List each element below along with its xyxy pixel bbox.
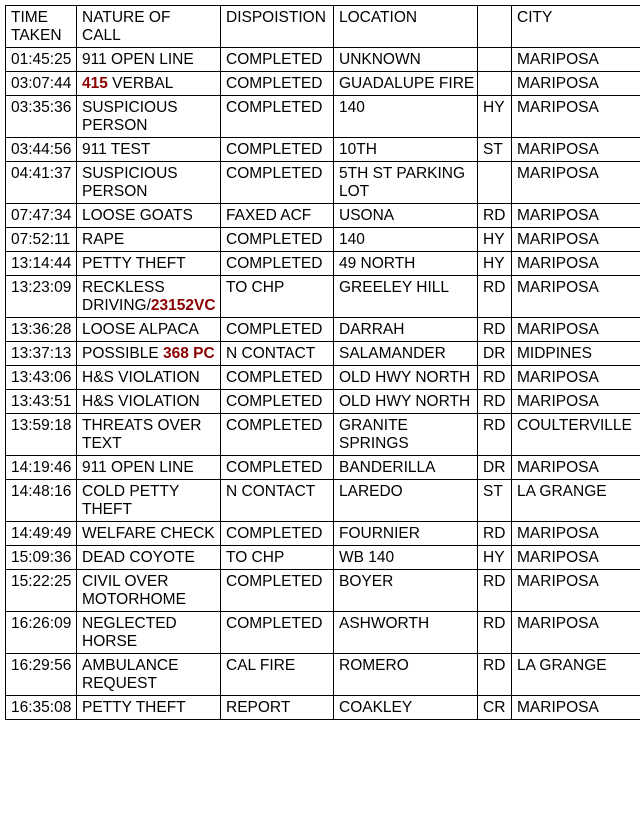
location-cell [334,366,478,390]
table-row [6,162,640,204]
time-taken-cell: 14:19:46 [6,456,77,480]
nature-of-call-cell-line: H&S VIOLATION [82,393,200,410]
time-taken-cell: 14:49:49 [6,522,77,546]
location-cell-line: COAKLEY [339,699,413,716]
city-cell: MARIPOSA [512,318,640,342]
nature-of-call-cell-line: SUSPICIOUS [82,165,178,182]
location-cell-line: GRANITE [339,417,408,434]
nature-of-call-cell [77,276,221,318]
header-nature-line-1: NATURE OF [82,9,171,26]
location-cell-line: SPRINGS [339,435,409,452]
street-suffix-cell: ST [478,138,512,162]
nature-of-call-cell [77,546,221,570]
disposition-cell: COMPLETED [221,366,334,390]
disposition-cell: COMPLETED [221,612,334,654]
street-suffix-cell [478,48,512,72]
header-nature-of-call [77,6,221,48]
nature-of-call-cell [77,228,221,252]
disposition-cell: N CONTACT [221,342,334,366]
location-cell [334,318,478,342]
location-cell [334,522,478,546]
disposition-cell: TO CHP [221,546,334,570]
location-cell-line: 10TH [339,141,377,158]
header-row [6,6,640,48]
city-cell: MARIPOSA [512,366,640,390]
table-row [6,72,640,96]
nature-of-call-cell-line: PERSON [82,183,148,200]
nature-of-call-cell-line: PETTY THEFT [82,255,186,272]
location-cell [334,252,478,276]
nature-of-call-cell [77,390,221,414]
table-row [6,390,640,414]
nature-of-call-cell-line: RECKLESS [82,279,165,296]
location-cell [334,414,478,456]
city-cell: MARIPOSA [512,96,640,138]
disposition-cell: COMPLETED [221,414,334,456]
nature-of-call-cell [77,612,221,654]
disposition-cell: COMPLETED [221,162,334,204]
nature-of-call-cell-line: THEFT [82,501,132,518]
location-cell-line: ASHWORTH [339,615,430,632]
header-street-suffix [478,6,512,48]
nature-of-call-cell [77,204,221,228]
nature-of-call-cell-line: 911 TEST [82,141,151,158]
table-row [6,228,640,252]
street-suffix-cell [478,72,512,96]
code-highlight: 23152VC [150,297,216,314]
time-taken-cell: 04:41:37 [6,162,77,204]
code-highlight: 368 PC [162,345,215,362]
nature-of-call-cell-line: PERSON [82,117,148,134]
location-cell [334,342,478,366]
nature-of-call-cell-line: H&S VIOLATION [82,369,200,386]
location-cell-line: GREELEY HILL [339,279,449,296]
nature-of-call-cell [77,414,221,456]
location-cell-line: BANDERILLA [339,459,436,476]
nature-of-call-cell-line: NEGLECTED [82,615,177,632]
call-log-table [5,5,640,720]
street-suffix-cell: RD [478,204,512,228]
time-taken-cell: 03:44:56 [6,138,77,162]
disposition-cell: CAL FIRE [221,654,334,696]
location-cell-line: 140 [339,231,365,248]
nature-of-call-cell-segment: VERBAL [107,75,174,92]
nature-of-call-cell [77,522,221,546]
city-cell: LA GRANGE [512,480,640,522]
table-row [6,276,640,318]
nature-of-call-cell-line: LOOSE ALPACA [82,321,199,338]
street-suffix-cell: HY [478,546,512,570]
city-cell: MARIPOSA [512,72,640,96]
location-cell-line: LAREDO [339,483,403,500]
city-cell: MARIPOSA [512,162,640,204]
nature-of-call-cell [77,366,221,390]
city-cell: MARIPOSA [512,276,640,318]
nature-of-call-cell-line: 911 OPEN LINE [82,51,194,68]
header-time-line-2: TAKEN [11,27,62,44]
street-suffix-cell [478,162,512,204]
code-highlight: 415 [82,75,108,92]
city-cell: MARIPOSA [512,546,640,570]
nature-of-call-cell [77,72,221,96]
disposition-cell: COMPLETED [221,318,334,342]
location-cell [334,456,478,480]
disposition-cell: REPORT [221,696,334,720]
location-cell-line: OLD HWY NORTH [339,369,471,386]
table-row [6,252,640,276]
street-suffix-cell: RD [478,522,512,546]
city-cell: MARIPOSA [512,570,640,612]
table-row [6,570,640,612]
location-cell-line: DARRAH [339,321,405,338]
city-cell: LA GRANGE [512,654,640,696]
location-cell [334,204,478,228]
time-taken-cell: 16:29:56 [6,654,77,696]
table-body [6,48,640,720]
disposition-cell: COMPLETED [221,72,334,96]
city-cell: MARIPOSA [512,696,640,720]
city-cell: MARIPOSA [512,252,640,276]
city-cell: MARIPOSA [512,138,640,162]
call-log [5,5,640,720]
street-suffix-cell: RD [478,276,512,318]
street-suffix-cell: HY [478,252,512,276]
nature-of-call-cell-line: TEXT [82,435,122,452]
location-cell [334,546,478,570]
location-cell [334,390,478,414]
nature-of-call-cell [77,456,221,480]
time-taken-cell: 03:35:36 [6,96,77,138]
location-cell-line: USONA [339,207,395,224]
location-cell [334,228,478,252]
table-row [6,96,640,138]
disposition-cell: COMPLETED [221,390,334,414]
time-taken-cell: 13:14:44 [6,252,77,276]
location-cell [334,162,478,204]
time-taken-cell: 16:35:08 [6,696,77,720]
location-cell-line: LOT [339,183,370,200]
header-time-taken [6,6,77,48]
nature-of-call-cell-line: AMBULANCE [82,657,179,674]
location-cell-line: WB 140 [339,549,395,566]
disposition-cell: N CONTACT [221,480,334,522]
disposition-cell: COMPLETED [221,252,334,276]
city-cell: MARIPOSA [512,204,640,228]
street-suffix-cell: RD [478,414,512,456]
disposition-cell: COMPLETED [221,138,334,162]
street-suffix-cell: RD [478,366,512,390]
nature-of-call-cell [77,138,221,162]
nature-of-call-cell-line: LOOSE GOATS [82,207,193,224]
time-taken-cell: 13:37:13 [6,342,77,366]
table-row [6,318,640,342]
table-row [6,138,640,162]
location-cell [334,96,478,138]
table-row [6,480,640,522]
header-city: CITY [512,6,640,48]
time-taken-cell: 13:43:06 [6,366,77,390]
header-nature-line-2: CALL [82,27,121,44]
time-taken-cell: 13:59:18 [6,414,77,456]
location-cell-line: UNKNOWN [339,51,421,68]
header-location: LOCATION [334,6,478,48]
city-cell: MARIPOSA [512,612,640,654]
location-cell [334,480,478,522]
city-cell: MIDPINES [512,342,640,366]
location-cell-line: 140 [339,99,365,116]
location-cell [334,654,478,696]
street-suffix-cell: RD [478,570,512,612]
time-taken-cell: 13:36:28 [6,318,77,342]
location-cell [334,72,478,96]
location-cell-line: FOURNIER [339,525,420,542]
nature-of-call-cell-line: 911 OPEN LINE [82,459,194,476]
disposition-cell: COMPLETED [221,570,334,612]
time-taken-cell: 15:09:36 [6,546,77,570]
location-cell [334,612,478,654]
street-suffix-cell: RD [478,654,512,696]
nature-of-call-cell-line: WELFARE CHECK [82,525,215,542]
table-row [6,366,640,390]
street-suffix-cell: HY [478,96,512,138]
nature-of-call-cell-line: CIVIL OVER [82,573,169,590]
nature-of-call-cell-line: RAPE [82,231,125,248]
table-row [6,522,640,546]
location-cell-line: 49 NORTH [339,255,416,272]
location-cell [334,570,478,612]
table-row [6,612,640,654]
disposition-cell: COMPLETED [221,48,334,72]
nature-of-call-cell-line: PETTY THEFT [82,699,186,716]
header-disposition: DISPOISTION [221,6,334,48]
nature-of-call-cell [77,96,221,138]
location-cell-line: SALAMANDER [339,345,446,362]
table-row [6,48,640,72]
disposition-cell: COMPLETED [221,228,334,252]
table-row [6,414,640,456]
city-cell: MARIPOSA [512,456,640,480]
nature-of-call-cell [77,480,221,522]
nature-of-call-cell [77,696,221,720]
location-cell [334,696,478,720]
nature-of-call-cell [77,48,221,72]
table-header [6,6,640,48]
disposition-cell: COMPLETED [221,456,334,480]
nature-of-call-cell-line: MOTORHOME [82,591,186,608]
table-row [6,456,640,480]
street-suffix-cell: RD [478,318,512,342]
street-suffix-cell: ST [478,480,512,522]
table-row [6,204,640,228]
street-suffix-cell: RD [478,390,512,414]
city-cell: MARIPOSA [512,390,640,414]
city-cell: COULTERVILLE [512,414,640,456]
nature-of-call-cell-segment: POSSIBLE [82,345,163,362]
location-cell-line: OLD HWY NORTH [339,393,471,410]
disposition-cell: FAXED ACF [221,204,334,228]
time-taken-cell: 07:52:11 [6,228,77,252]
table-row [6,654,640,696]
location-cell [334,48,478,72]
street-suffix-cell: CR [478,696,512,720]
time-taken-cell: 16:26:09 [6,612,77,654]
nature-of-call-cell-line: SUSPICIOUS [82,99,178,116]
table-row [6,342,640,366]
location-cell [334,138,478,162]
disposition-cell: TO CHP [221,276,334,318]
street-suffix-cell: DR [478,342,512,366]
nature-of-call-cell [77,162,221,204]
time-taken-cell: 13:43:51 [6,390,77,414]
street-suffix-cell: HY [478,228,512,252]
nature-of-call-cell [77,252,221,276]
header-time-line-1: TIME [11,9,49,26]
time-taken-cell: 13:23:09 [6,276,77,318]
disposition-cell: COMPLETED [221,96,334,138]
city-cell: MARIPOSA [512,48,640,72]
nature-of-call-cell [77,570,221,612]
nature-of-call-cell-segment: DRIVING/ [82,297,151,314]
nature-of-call-cell [77,342,221,366]
time-taken-cell: 03:07:44 [6,72,77,96]
time-taken-cell: 07:47:34 [6,204,77,228]
time-taken-cell: 01:45:25 [6,48,77,72]
nature-of-call-cell [77,318,221,342]
table-row [6,546,640,570]
location-cell [334,276,478,318]
nature-of-call-cell-line: DEAD COYOTE [82,549,195,566]
nature-of-call-cell-line: HORSE [82,633,138,650]
location-cell-line: GUADALUPE FIRE [339,75,475,92]
nature-of-call-cell [77,654,221,696]
time-taken-cell: 15:22:25 [6,570,77,612]
disposition-cell: COMPLETED [221,522,334,546]
city-cell: MARIPOSA [512,228,640,252]
nature-of-call-cell-line: THREATS OVER [82,417,202,434]
nature-of-call-cell-line: COLD PETTY [82,483,180,500]
table-row [6,696,640,720]
street-suffix-cell: DR [478,456,512,480]
street-suffix-cell: RD [478,612,512,654]
location-cell-line: BOYER [339,573,394,590]
location-cell-line: 5TH ST PARKING [339,165,466,182]
time-taken-cell: 14:48:16 [6,480,77,522]
location-cell-line: ROMERO [339,657,409,674]
city-cell: MARIPOSA [512,522,640,546]
nature-of-call-cell-line: REQUEST [82,675,157,692]
